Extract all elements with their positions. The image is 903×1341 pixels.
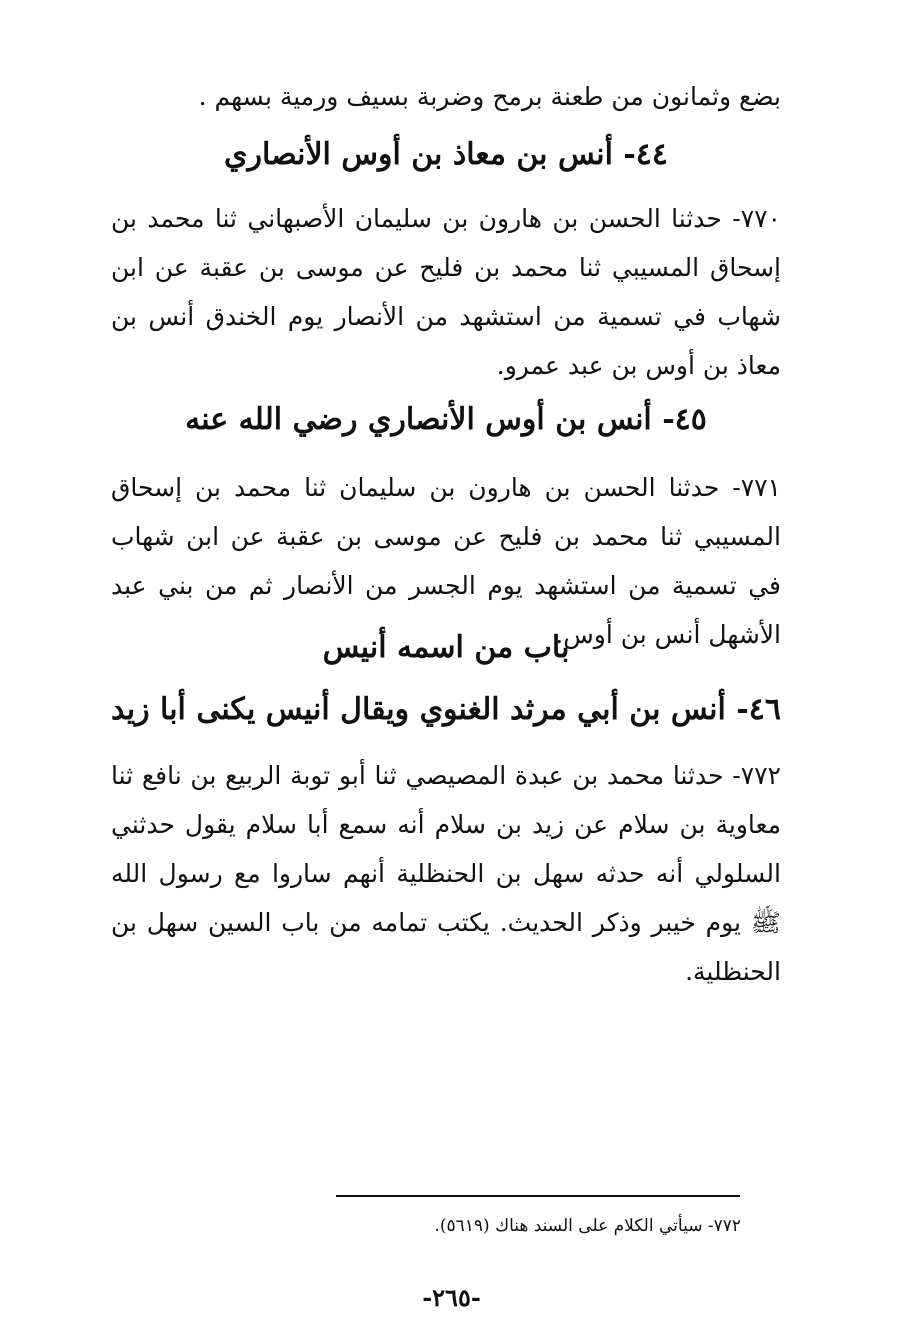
hadith-772: ٧٧٢- حدثنا محمد بن عبدة المصيصي ثنا أبو توبة الربيع بن نافع ثنا معاوية بن سلام عن زيد بن سلام أنه سمع أبا سلام يقول حدثني السلولي أنه حدثه سهل بن الحنظلية أنهم ساروا مع رسول الله ﷺ يوم خيبر وذكر الحديث. يكتب تمامه من باب السين سهل بن الحنظلية. [111, 761, 781, 986]
footnote-divider [336, 1195, 740, 1197]
hadith-770: ٧٧٠- حدثنا الحسن بن هارون بن سليمان الأصبهاني ثنا محمد بن إسحاق المسيبي ثنا محمد بن فليح عن موسى بن عقبة عن ابن شهاب في تسمية من استشهد من الأنصار يوم الخندق أنس بن معاذ بن أوس بن عبد عمرو. [111, 204, 781, 380]
hadith-771: ٧٧١- حدثنا الحسن بن هارون بن سليمان ثنا محمد بن إسحاق المسيبي ثنا محمد بن فليح عن موسى بن عقبة عن ابن شهاب في تسمية من استشهد يوم الجسر من الأنصار ثم من بني عبد الأشهل أنس بن أوس. [111, 473, 781, 649]
footnote-772: ٧٧٢- سيأتي الكلام على السند هناك (٥٦١٩). [434, 1216, 741, 1236]
continued-paragraph: بضع وثمانون من طعنة برمح وضربة بسيف ورمية بسهم . [198, 82, 781, 111]
entry-heading-44: ٤٤- أنس بن معاذ بن أوس الأنصاري [223, 137, 669, 172]
entry-heading-45: ٤٥- أنس بن أوس الأنصاري رضي الله عنه [185, 402, 707, 437]
chapter-title: باب من اسمه أنيس [322, 630, 570, 665]
page-number: -٢٦٥- [422, 1283, 481, 1312]
entry-heading-46: ٤٦- أنس بن أبي مرثد الغنوي ويقال أنيس يكنى أبا زيد [111, 692, 781, 727]
